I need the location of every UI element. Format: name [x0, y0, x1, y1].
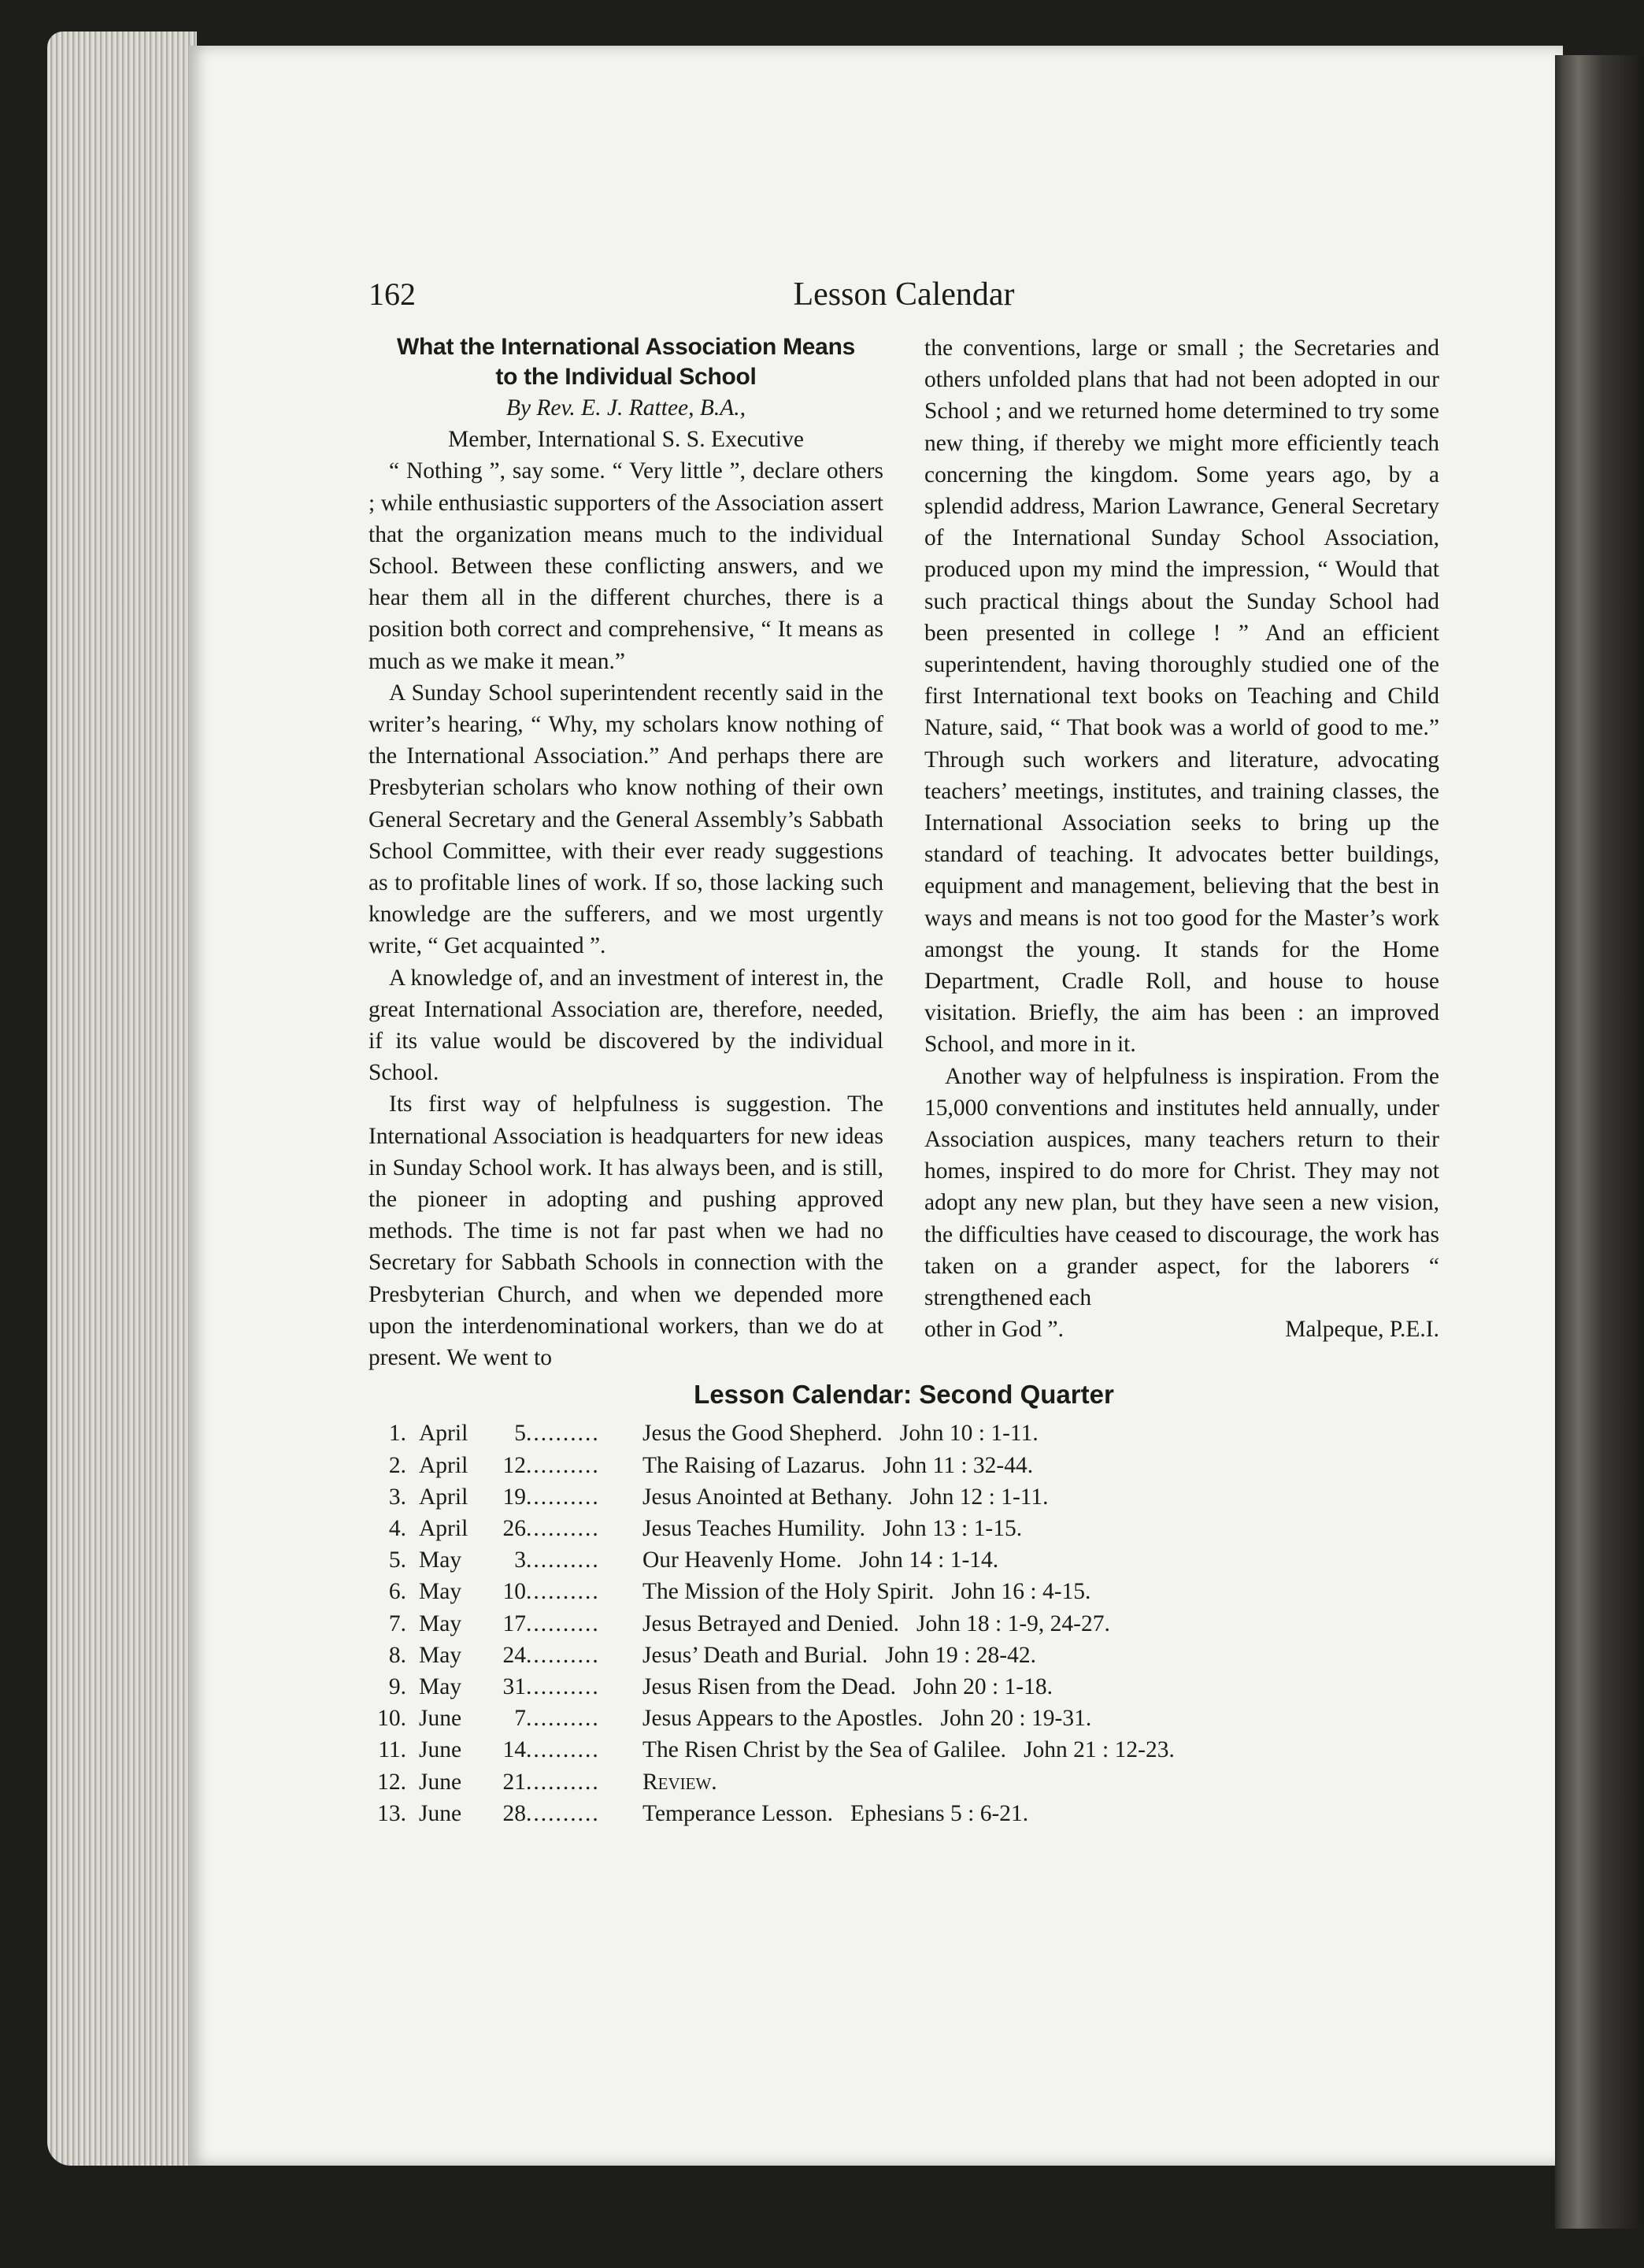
calendar-row: [354, 1734, 1439, 1766]
lesson-day: 21: [502, 1769, 526, 1795]
leader-dots: ..........: [526, 1484, 600, 1510]
lesson-number: 11.: [378, 1737, 406, 1763]
lesson-title: The Risen Christ by the Sea of Galilee.: [642, 1737, 1007, 1763]
left-column: [368, 332, 883, 1373]
right-column: [924, 332, 1439, 1373]
leader-dots: ..........: [526, 1706, 600, 1732]
scripture-reference: John 19 : 28-42.: [885, 1642, 1036, 1668]
leader-dots: ..........: [526, 1642, 600, 1668]
facing-page-edge: [1555, 55, 1644, 2229]
scripture-reference: John 16 : 4-15.: [951, 1579, 1091, 1605]
leader-dots: ..........: [526, 1547, 600, 1573]
lesson-day: 3: [514, 1547, 526, 1573]
calendar-row: [354, 1766, 1439, 1798]
leader-dots: ..........: [526, 1421, 600, 1447]
lesson-number: 10.: [377, 1706, 406, 1732]
lesson-month: April: [419, 1515, 468, 1541]
calendar-row: [354, 1544, 1439, 1576]
leader-dots: ..........: [526, 1579, 600, 1605]
lesson-day: 14: [502, 1737, 526, 1763]
calendar-row: [354, 1513, 1439, 1544]
lesson-day: 12: [502, 1452, 526, 1478]
calendar-row: [354, 1703, 1439, 1734]
lesson-day: 28: [502, 1800, 526, 1826]
article-columns: [368, 332, 1439, 1373]
lesson-title: Jesus Anointed at Bethany.: [642, 1484, 893, 1510]
scripture-reference: John 21 : 12-23.: [1024, 1737, 1175, 1763]
lesson-month: April: [419, 1484, 468, 1510]
lesson-title: Jesus Appears to the Apostles.: [642, 1706, 924, 1732]
scripture-reference: John 10 : 1-11.: [899, 1421, 1039, 1447]
author-affiliation: Member, International S. S. Executive: [448, 427, 804, 453]
lesson-number: 6.: [388, 1579, 406, 1605]
lesson-month: June: [419, 1769, 462, 1795]
leader-dots: ..........: [526, 1673, 600, 1699]
paragraph: “ Nothing ”, say some. “ Very little ”, declare others ; while enthusiastic supporters of the Association assert that the organization means much to the individual School. Between these conflicting answers, and we hear them all in the different churches, there is a position both correct and comprehensive, “ It means as much as we make it mean.”: [368, 458, 883, 674]
lesson-day: 10: [502, 1579, 526, 1605]
lesson-number: 4.: [388, 1515, 406, 1541]
lesson-title: Jesus’ Death and Burial.: [642, 1642, 868, 1668]
lesson-day: 17: [502, 1610, 526, 1636]
article-title-line-2: to the Individual School: [495, 364, 757, 390]
article-signoff: [924, 1314, 1439, 1345]
leader-dots: ..........: [526, 1769, 600, 1795]
lesson-title: Review.: [642, 1769, 717, 1795]
lesson-title: Our Heavenly Home.: [642, 1547, 842, 1573]
scripture-reference: Ephesians 5 : 6-21.: [850, 1800, 1029, 1826]
article-title-line-1: What the International Association Means: [397, 334, 855, 360]
lesson-title: Jesus Betrayed and Denied.: [642, 1610, 900, 1636]
lesson-day: 24: [502, 1642, 526, 1668]
lesson-number: 5.: [388, 1547, 406, 1573]
lesson-day: 19: [502, 1484, 526, 1510]
lesson-title: Jesus the Good Shepherd.: [642, 1421, 883, 1447]
lesson-month: April: [419, 1421, 468, 1447]
lesson-number: 1.: [388, 1421, 406, 1447]
running-head: [368, 276, 1439, 323]
calendar-row: [354, 1576, 1439, 1607]
page-number: 162: [368, 276, 416, 312]
signoff-text: other in God ”.: [924, 1317, 1064, 1343]
lesson-day: 26: [502, 1515, 526, 1541]
lesson-title: Jesus Risen from the Dead.: [642, 1673, 896, 1699]
lesson-month: May: [419, 1579, 462, 1605]
lesson-number: 12.: [377, 1769, 406, 1795]
scripture-reference: John 18 : 1-9, 24-27.: [916, 1610, 1110, 1636]
lesson-number: 3.: [388, 1484, 406, 1510]
lesson-title: Temperance Lesson.: [642, 1800, 834, 1826]
lesson-number: 2.: [388, 1452, 406, 1478]
lesson-calendar-list: [354, 1418, 1439, 1829]
calendar-row: [354, 1608, 1439, 1640]
leader-dots: ..........: [526, 1800, 600, 1826]
scripture-reference: John 13 : 1-15.: [883, 1515, 1023, 1541]
lesson-number: 7.: [388, 1610, 406, 1636]
lesson-number: 9.: [388, 1673, 406, 1699]
scripture-reference: John 12 : 1-11.: [909, 1484, 1049, 1510]
page-content: [368, 276, 1439, 1829]
lesson-month: May: [419, 1547, 462, 1573]
leader-dots: ..........: [526, 1515, 600, 1541]
signoff-place: Malpeque, P.E.I.: [1285, 1317, 1439, 1343]
paragraph: the conventions, large or small ; the Secretaries and others unfolded plans that had not been adopted in our School ; and we returned home determined to try some new thing, if thereby we might more efficiently teach concerning the kingdom. Some years ago, by a splendid address, Marion Lawrance, General Secretary of the International Sunday School Association, produced upon my mind the impression, “ Would that such practical things about the Sunday School had been presented in college ! ” And an efficient superintendent, having thoroughly studied one of the first International text books on Teaching and Child Nature, said, “ That book was a world of good to me.” Through such workers and literature, advocating teachers’ meetings, institutes, and training classes, the International Association seeks to bring up the standard of teaching. It advocates better buildings, equipment and management, believing that the best in ways and means is not too good for the Master’s work amongst the young. It stands for the Home Department, Cradle Roll, and house to house visitation. Briefly, the aim has been : an improved School, and more in it.: [924, 335, 1439, 1058]
lesson-day: 7: [514, 1706, 526, 1732]
book-page-edges: [47, 32, 197, 2166]
lesson-month: June: [419, 1800, 462, 1826]
lesson-title: Jesus Teaches Humility.: [642, 1515, 866, 1541]
calendar-row: [354, 1418, 1439, 1449]
calendar-row: [354, 1798, 1439, 1829]
calendar-row: [354, 1640, 1439, 1671]
paragraph: A Sunday School superintendent recently said in the writer’s hearing, “ Why, my scholars know nothing of the International Association.” And perhaps there are Presbyterian scholars who know nothing of their own General Secretary and the General Assembly’s Sabbath School Committee, with their ever ready suggestions as to profitable lines of work. If so, those lacking such knowledge are the sufferers, and we most urgently write, “ Get acquainted ”.: [368, 680, 883, 959]
article-byline: By Rev. E. J. Rattee, B.A.,: [505, 395, 746, 421]
calendar-row: [354, 1450, 1439, 1481]
scripture-reference: John 11 : 32-44.: [883, 1452, 1034, 1478]
paragraph: Its first way of helpfulness is suggestion. The International Association is headquarters for new ideas in Sunday School work. It has always been, and is still, the pioneer in adopting and pushing approved methods. The time is not far past when we had no Secretary for Sabbath Schools in connection with the Presbyterian Church, and when we depended more upon the interdenominational workers, than we do at present. We went to: [368, 1091, 883, 1371]
scripture-reference: John 20 : 1-18.: [913, 1673, 1053, 1699]
lesson-month: May: [419, 1673, 462, 1699]
lesson-month: May: [419, 1642, 462, 1668]
article-title: [368, 332, 883, 392]
calendar-row: [354, 1671, 1439, 1703]
scripture-reference: [717, 1766, 735, 1798]
lesson-month: April: [419, 1452, 468, 1478]
paragraph: Another way of helpfulness is inspiration. From the 15,000 conventions and institutes held annually, under Association auspices, many teachers return to their homes, inspired to do more for Christ. They may not adopt any new plan, but they have seen a new vision, the difficulties have ceased to discourage, the work has taken on a grander aspect, for the laborers “ strengthened each: [924, 1063, 1439, 1311]
scripture-reference: John 20 : 19-31.: [940, 1706, 1092, 1732]
scripture-reference: John 14 : 1-14.: [859, 1547, 999, 1573]
lesson-month: June: [419, 1737, 462, 1763]
paragraph: A knowledge of, and an investment of interest in, the great International Association are, therefore, needed, if its value would be discovered by the individual School.: [368, 965, 883, 1086]
lesson-title: The Raising of Lazarus.: [642, 1452, 866, 1478]
leader-dots: ..........: [526, 1737, 600, 1763]
leader-dots: ..........: [526, 1452, 600, 1478]
lesson-number: 13.: [377, 1800, 406, 1826]
lesson-title: The Mission of the Holy Spirit.: [642, 1579, 935, 1605]
calendar-row: [354, 1481, 1439, 1513]
lesson-number: 8.: [388, 1642, 406, 1668]
lesson-month: June: [419, 1706, 462, 1732]
lesson-month: May: [419, 1610, 462, 1636]
running-title: Lesson Calendar: [793, 276, 1015, 313]
calendar-heading: Lesson Calendar: Second Quarter: [694, 1380, 1114, 1410]
lesson-day: 5: [514, 1421, 526, 1447]
lesson-day: 31: [502, 1673, 526, 1699]
leader-dots: ..........: [526, 1610, 600, 1636]
